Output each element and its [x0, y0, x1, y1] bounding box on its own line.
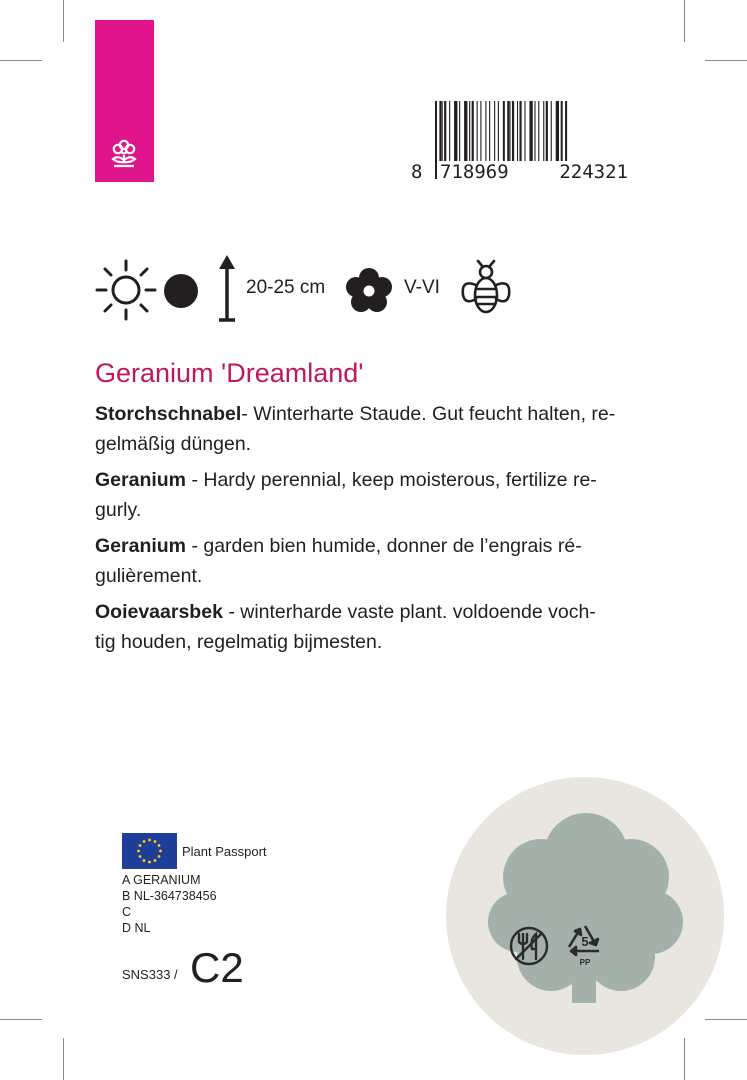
crop-mark	[705, 1019, 747, 1020]
passport-line-b: B NL-364738456	[122, 889, 217, 903]
crop-mark	[684, 1038, 685, 1080]
description-text: tig houden, regelmatig bijmesten.	[95, 631, 383, 653]
crop-mark	[705, 60, 747, 61]
bloom-months: V-VI	[404, 277, 440, 298]
flower-pot-icon	[107, 136, 141, 170]
barcode-group-right: 224321	[559, 161, 628, 183]
description-text: gelmäßig düngen.	[95, 433, 252, 455]
recycle-icon	[563, 921, 607, 969]
brand-tab	[95, 20, 154, 182]
flower-icon	[345, 267, 393, 313]
description-name: Geranium	[95, 535, 187, 557]
barcode	[411, 101, 635, 191]
description-name: Storchschnabel	[95, 403, 242, 425]
passport-line-c: C	[122, 905, 132, 919]
recycle-material: PP	[579, 958, 591, 967]
recycling-disc	[446, 777, 724, 1055]
code-prefix: SNS333 /	[122, 967, 178, 982]
description-text: gurly.	[95, 499, 142, 521]
crop-mark	[63, 0, 64, 42]
description-text: - Hardy perennial, keep moisterous, fertilize re-	[186, 469, 597, 491]
description-en	[95, 465, 655, 525]
description-text: - garden bien humide, donner de l’engrais ré-	[186, 535, 582, 557]
barcode-group-left: 718969	[440, 161, 509, 183]
passport-line-d: D NL	[122, 921, 151, 935]
description-nl	[95, 597, 655, 657]
description-name: Ooievaarsbek	[95, 601, 223, 623]
product-title: Geranium 'Dreamland'	[95, 358, 364, 388]
tree-icon	[446, 777, 724, 1055]
plant-passport-label: Plant Passport	[182, 844, 267, 859]
description-text: gulièrement.	[95, 565, 203, 587]
passport-line-a: A GERANIUM	[122, 873, 201, 887]
full-shade-icon	[163, 273, 199, 309]
height-arrow-icon	[217, 255, 237, 323]
height-value: 20-25 cm	[246, 277, 326, 298]
crop-mark	[0, 1019, 42, 1020]
description-fr	[95, 531, 655, 591]
description-name: Geranium	[95, 469, 187, 491]
description-text: - Winterharte Staude. Gut feucht halten, re-	[241, 403, 616, 425]
eu-flag-icon	[122, 833, 177, 869]
crop-mark	[63, 1038, 64, 1080]
recycle-number: 5	[581, 934, 589, 949]
barcode-number	[433, 161, 635, 183]
bee-icon	[459, 259, 513, 319]
description-text: - winterharde vaste plant. voldoende voch-	[222, 601, 596, 623]
crop-mark	[0, 60, 42, 61]
print-code: C2	[190, 944, 244, 991]
not-food-safe-icon	[508, 925, 550, 967]
barcode-lead-digit: 8	[411, 161, 423, 183]
description-de	[95, 399, 655, 459]
care-icons-row	[93, 255, 533, 323]
sun-icon	[93, 257, 159, 323]
crop-mark	[684, 0, 685, 42]
